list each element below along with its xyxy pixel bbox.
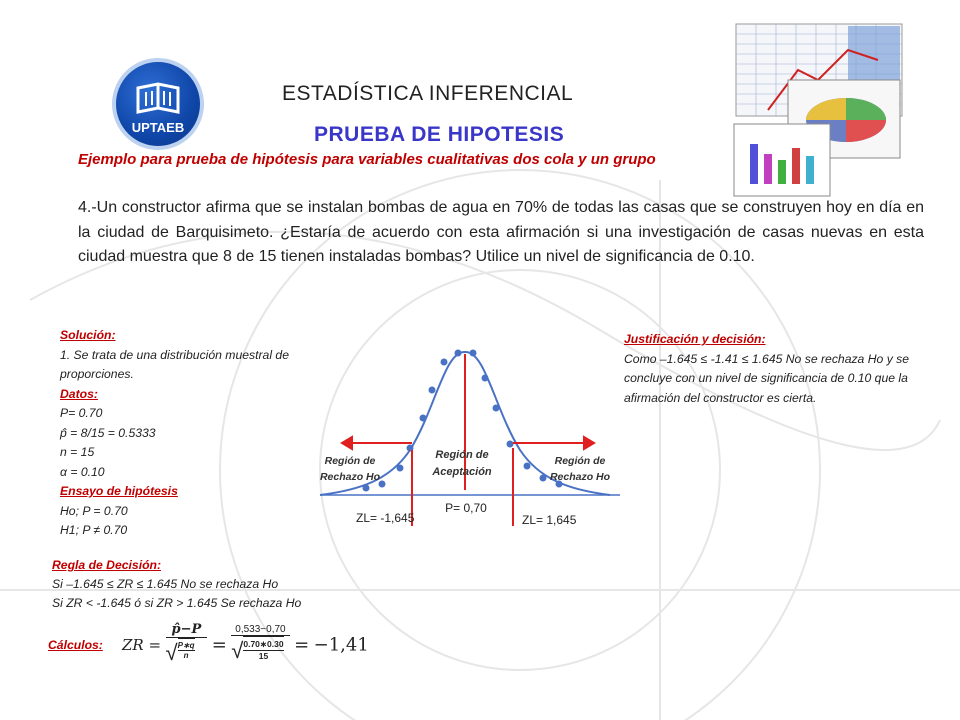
center-region-label-2: Aceptación: [432, 466, 492, 478]
normal-distribution-diagram: [300, 340, 630, 530]
logo-text: UPTAEB: [131, 120, 185, 135]
den-bottom: n: [183, 651, 189, 660]
ensayo-item: H1; P ≠ 0.70: [60, 523, 128, 537]
equals-sign: =: [294, 634, 310, 656]
datos-item: P= 0.70: [60, 406, 103, 420]
problem-statement: 4.-Un constructor afirma que se instalan bombas de agua en 70% de todas las casas que se construyen hoy en día en la ciudad de Barquisimeto. ¿Estaría de acuerdo con esta afirmación si una investigación de casas nuevas en esta ciudad muestra que 8 de 15 tienen instaladas bombas? Utilice un nivel de significancia de 0.10.: [78, 199, 924, 265]
datos-item: α = 0.10: [60, 464, 105, 479]
solution-step1: 1. Se trata de una distribución muestral de proporciones.: [60, 347, 289, 381]
decision-rule-line: Si –1.645 ≤ ZR ≤ 1.645 No se rechaza Ho: [52, 577, 279, 591]
center-region-label-1: Región de: [435, 449, 489, 461]
fraction-numerator: p̂−P: [166, 622, 208, 638]
decision-rule-heading: Regla de Decisión:: [52, 558, 162, 572]
sqrt-icon: √: [231, 638, 244, 663]
den-values-top: 0.70∗0.30: [243, 639, 284, 649]
datos-heading: Datos:: [60, 386, 98, 401]
left-region-label-2: Rechazo Ho: [319, 471, 381, 483]
right-region-label-2: Rechazo Ho: [549, 471, 611, 483]
ensayo-item: Ho; P = 0.70: [60, 503, 128, 518]
decision-rule: [52, 556, 392, 613]
solution-heading: Solución:: [60, 328, 116, 342]
page-title: ESTADÍSTICA INFERENCIAL: [282, 82, 574, 105]
left-region-label-1: Región de: [324, 455, 376, 467]
fraction-symbolic: [166, 622, 208, 668]
solution-block: [60, 326, 290, 541]
p-value-label: P= 0,70: [445, 501, 487, 515]
decision-rule-line: Si ZR < -1.645 ó si ZR > 1.645 Se rechaza Ho: [52, 596, 302, 610]
sqrt-icon: √: [165, 640, 178, 665]
values-denominator: [231, 636, 289, 666]
zr-formula: [122, 622, 369, 682]
bar-sheet: [734, 124, 830, 196]
page-subtitle: PRUEBA DE HIPOTESIS: [314, 123, 565, 146]
den-top: P∗q: [177, 641, 195, 650]
result-value: −1,41: [313, 634, 369, 656]
equals-sign: =: [211, 634, 227, 656]
zr-label: ZR =: [122, 636, 162, 654]
ensayo-heading: Ensayo de hipótesis: [60, 484, 178, 498]
datos-item: n = 15: [60, 445, 95, 459]
justification-text: Como –1.645 ≤ -1.41 ≤ 1.645 No se rechaza Ho y se concluye con un nivel de significancia de 0.10 que la afirmación del constructor es cierta.: [624, 351, 910, 405]
fraction-denominator: [166, 638, 208, 668]
right-z-label: ZL= 1,645: [522, 513, 577, 527]
den-values-bottom: 15: [258, 651, 269, 661]
charts-illustration: [728, 20, 906, 200]
justification: [624, 330, 942, 408]
calculations-label: Cálculos:: [48, 638, 103, 652]
uptaeb-logo: [112, 58, 204, 150]
example-heading: Ejemplo para prueba de hipótesis para variables cualitativas dos cola y un grupo: [78, 151, 656, 168]
justification-heading: Justificación y decisión:: [624, 332, 766, 346]
datos-item: p̂ = 8/15 = 0.5333: [60, 425, 156, 440]
left-z-label: ZL= -1,645: [356, 511, 415, 525]
rejection-arrows: [342, 437, 594, 449]
right-region-label-1: Región de: [554, 455, 606, 467]
fraction-values: [231, 624, 289, 666]
values-numerator: 0,533−0,70: [231, 624, 289, 636]
